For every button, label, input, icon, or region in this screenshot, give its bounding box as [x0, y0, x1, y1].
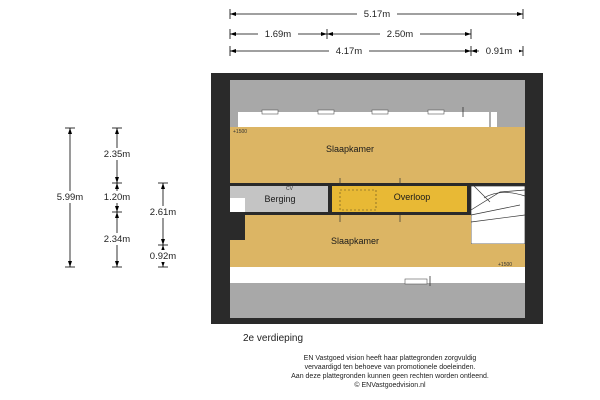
dim-right-upper: 2.61m [149, 207, 177, 218]
roof-slope-top [230, 80, 525, 112]
disclaimer-line-1: EN Vastgoed vision heeft haar plattegronden zorgvuldig [303, 355, 477, 362]
roof-slope-bottom [230, 283, 525, 318]
label-landing: Overloop [393, 192, 431, 202]
label-bedroom-top: Slaapkamer [325, 144, 375, 154]
dim-top-left: 1.69m [264, 29, 292, 40]
dim-right-lower: 0.92m [149, 251, 177, 262]
building-outline [211, 73, 543, 324]
label-cv: CV [286, 186, 293, 192]
label-storage: Berging [264, 194, 296, 204]
dim-top-total: 5.17m [363, 9, 391, 20]
room-bedroom-top [230, 127, 525, 184]
dim-width-right: 0.91m [485, 46, 513, 57]
floor-caption: 2e verdieping [243, 333, 304, 344]
dim-left-total: 5.99m [56, 192, 84, 203]
height-mark-bottom: +1500 [498, 262, 513, 268]
left-dimensions [50, 128, 183, 267]
dim-left-middle: 1.20m [103, 192, 131, 203]
top-dimensions [230, 7, 523, 57]
dim-left-lower: 2.34m [103, 234, 131, 245]
disclaimer [230, 354, 550, 390]
dim-width-main: 4.17m [335, 46, 363, 57]
height-mark-top: +1500 [233, 129, 248, 135]
dim-top-mid: 2.50m [386, 29, 414, 40]
dim-left-upper: 2.35m [103, 149, 131, 160]
disclaimer-line-3: Aan deze plattegronden kunnen geen rechten worden ontleend. [291, 373, 489, 380]
disclaimer-line-2: vervaardigd ten behoeve van promotionele doeleinden. [304, 364, 476, 371]
staircase [471, 186, 525, 244]
label-bedroom-bottom: Slaapkamer [330, 236, 380, 246]
disclaimer-line-4: © ENVastgoedvision.nl [354, 382, 426, 389]
